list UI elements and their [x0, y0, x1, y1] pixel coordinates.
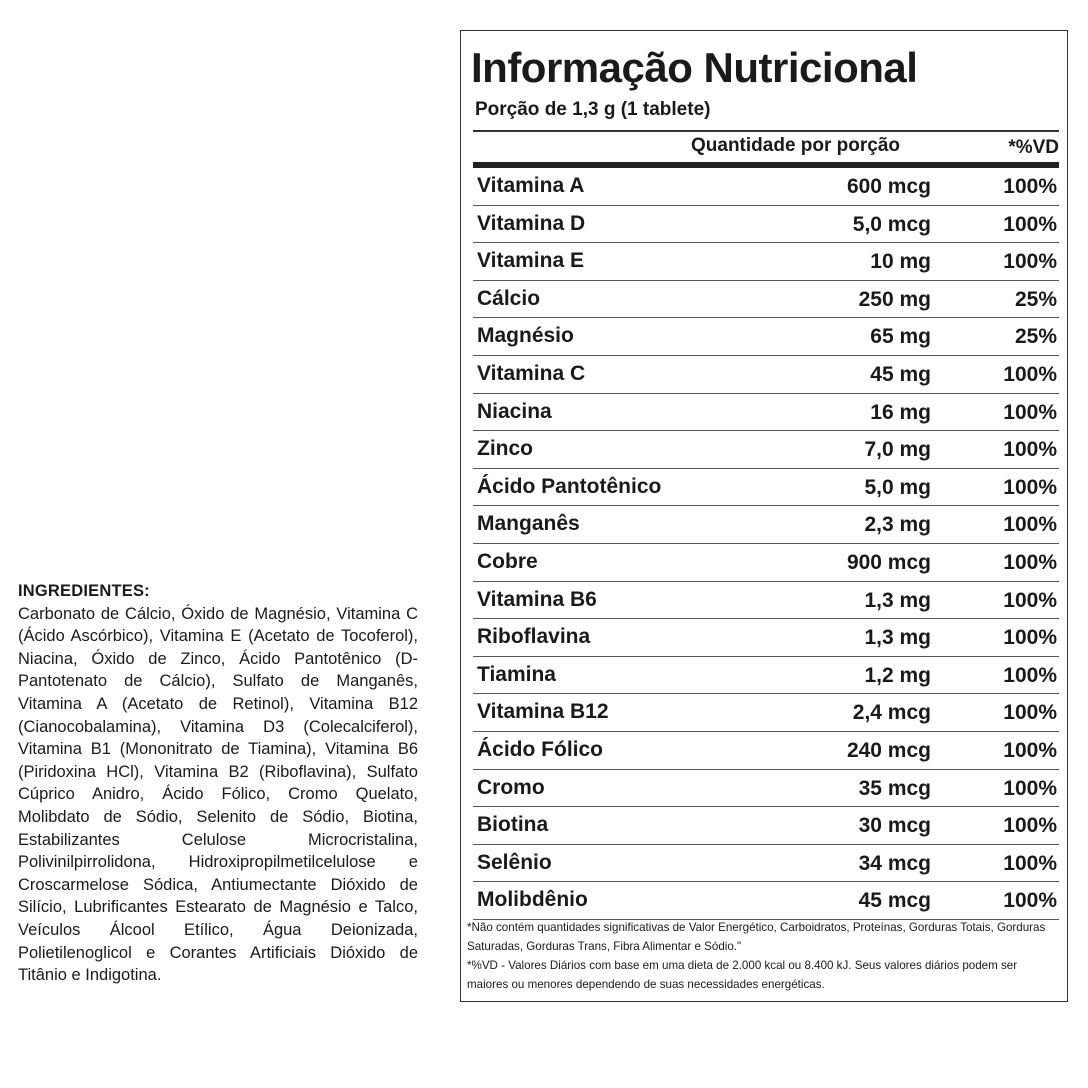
nutrient-name: Zinco	[477, 437, 533, 461]
nutrient-amount: 2,3 mg	[864, 513, 931, 537]
nutrient-daily-value: 100%	[1003, 701, 1057, 725]
nutrient-amount: 600 mcg	[846, 175, 931, 198]
nutrient-daily-value: 100%	[1003, 776, 1057, 800]
nutrition-facts-panel	[460, 30, 1068, 1002]
nutrient-amount: 35 mcg	[858, 776, 931, 800]
nutrient-amount: 5,0 mg	[864, 475, 931, 499]
header-quantity: Quantidade por porção	[691, 135, 901, 156]
nutrient-amount: 34 mcg	[858, 851, 931, 875]
table-row	[473, 281, 1059, 319]
header-daily-value: *%VD	[1008, 137, 1059, 158]
nutrient-name: Selênio	[477, 850, 552, 874]
table-row	[473, 770, 1059, 808]
nutrient-amount: 10 mg	[870, 250, 931, 274]
table-row	[473, 694, 1059, 732]
table-row	[473, 582, 1059, 620]
table-row	[473, 619, 1059, 657]
nutrient-name: Vitamina E	[477, 249, 584, 273]
nutrition-title: Informação Nutricional	[471, 44, 918, 91]
table-row	[473, 206, 1059, 244]
nutrient-daily-value: 100%	[1003, 588, 1057, 612]
ingredients-title: INGREDIENTES:	[18, 582, 150, 600]
nutrient-name: Cromo	[477, 775, 545, 799]
nutrient-daily-value: 100%	[1003, 438, 1057, 462]
nutrient-amount: 250 mg	[858, 287, 931, 311]
nutrient-name: Vitamina A	[477, 174, 585, 197]
table-row	[473, 431, 1059, 469]
table-row	[473, 356, 1059, 394]
table-row	[473, 318, 1059, 356]
nutrient-daily-value: 25%	[1014, 325, 1057, 349]
nutrient-daily-value: 100%	[1003, 175, 1057, 198]
nutrient-daily-value: 100%	[1003, 851, 1057, 875]
nutrient-name: Niacina	[477, 399, 552, 423]
table-row	[473, 469, 1059, 507]
nutrient-amount: 240 mcg	[846, 738, 931, 762]
table-row	[473, 882, 1059, 920]
nutrient-name: Vitamina C	[477, 361, 586, 385]
nutrient-daily-value: 100%	[1003, 663, 1057, 687]
nutrient-amount: 2,4 mcg	[852, 701, 931, 725]
nutrient-daily-value: 100%	[1003, 212, 1057, 236]
nutrient-daily-value: 100%	[1003, 250, 1057, 274]
nutrient-amount: 1,2 mg	[864, 663, 931, 687]
table-row	[473, 544, 1059, 582]
nutrient-name: Biotina	[477, 813, 549, 837]
table-row	[473, 243, 1059, 281]
table-row	[473, 657, 1059, 695]
nutrient-daily-value: 100%	[1003, 362, 1057, 386]
nutrient-name: Ácido Pantotênico	[477, 474, 662, 498]
nutrient-daily-value: 100%	[1003, 550, 1057, 574]
nutrient-table	[473, 168, 1059, 920]
nutrient-name: Molibdênio	[477, 888, 588, 912]
footnotes	[467, 918, 1059, 994]
nutrient-amount: 16 mg	[870, 400, 931, 424]
nutrient-daily-value: 100%	[1003, 475, 1057, 499]
portion-size: Porção de 1,3 g (1 tablete)	[475, 99, 711, 120]
table-row	[473, 845, 1059, 883]
table-row	[473, 807, 1059, 845]
ingredients-text: Carbonato de Cálcio, Óxido de Magnésio, Vitamina C (Ácido Ascórbico), Vitamina E (Acetato de Tocoferol), Niacina, Óxido de Zinco, Ácido Pantotênico (D-Pantotenato de Cálcio), Sulfato de Manganês, Vitamina A (Acetato de Retinol), Vitamina B12 (Cianocobalamina), Vitamina D3 (Colecalciferol), Vitamina B1 (Mononitrato de Tiamina), Vitamina B6 (Piridoxina HCl), Vitamina B2 (Riboflavina), Sulfato Cúprico Anidro, Ácido Fólico, Cromo Quelato, Molibdato de Sódio, Selenito de Sódio, Biotina, Estabilizantes Celulose Microcristalina, Polivinilpirrolidona, Hidroxipropilmetilcelulose e Croscarmelose Sódica, Antiumectante Dióxido de Silício, Lubrificantes Estearato de Magnésio e Talco, Veículos Álcool Etílico, Água Deionizada, Polietilenoglicol e Corantes Artificiais Dióxido de Titânio e Indigotina.	[18, 604, 418, 985]
table-row	[473, 732, 1059, 770]
nutrient-name: Vitamina B6	[477, 587, 597, 611]
nutrient-name: Riboflavina	[477, 625, 591, 649]
nutrient-name: Vitamina D	[477, 211, 586, 235]
nutrient-amount: 5,0 mcg	[852, 212, 931, 236]
nutrient-amount: 1,3 mg	[864, 588, 931, 612]
footnote-not-significant: *Não contém quantidades significativas de Valor Energético, Carboidratos, Proteínas, Gorduras Totais, Gorduras Saturadas, Gorduras Trans, Fibra Alimentar e Sódio."	[467, 921, 1046, 953]
footnote-daily-values: *%VD - Valores Diários com base em uma dieta de 2.000 kcal ou 8.400 kJ. Seus valores diários podem ser maiores ou menores dependendo de suas necessidades energéticas.	[467, 959, 1018, 991]
nutrient-daily-value: 25%	[1014, 287, 1057, 311]
nutrient-name: Cobre	[477, 549, 538, 573]
nutrient-name: Cálcio	[477, 286, 541, 310]
nutrient-daily-value: 100%	[1003, 400, 1057, 424]
nutrient-daily-value: 100%	[1003, 626, 1057, 650]
table-row	[473, 506, 1059, 544]
nutrient-daily-value: 100%	[1003, 513, 1057, 537]
nutrient-amount: 7,0 mg	[864, 438, 931, 462]
ingredients-block	[18, 580, 418, 987]
table-row	[473, 394, 1059, 432]
nutrient-daily-value: 100%	[1003, 738, 1057, 762]
nutrient-amount: 45 mg	[870, 362, 931, 386]
nutrient-amount: 65 mg	[870, 325, 931, 349]
nutrient-name: Magnésio	[477, 324, 574, 348]
nutrient-name: Manganês	[477, 512, 580, 536]
nutrient-amount: 1,3 mg	[864, 626, 931, 650]
nutrient-amount: 45 mcg	[858, 889, 931, 913]
nutrient-amount: 30 mcg	[858, 814, 931, 838]
nutrient-daily-value: 100%	[1003, 814, 1057, 838]
nutrient-name: Tiamina	[477, 662, 556, 686]
table-row	[473, 168, 1059, 206]
nutrient-amount: 900 mcg	[846, 550, 931, 574]
nutrient-name: Vitamina B12	[477, 700, 609, 724]
nutrient-daily-value: 100%	[1003, 889, 1057, 913]
header-divider	[473, 130, 1059, 132]
nutrient-name: Ácido Fólico	[477, 737, 603, 761]
